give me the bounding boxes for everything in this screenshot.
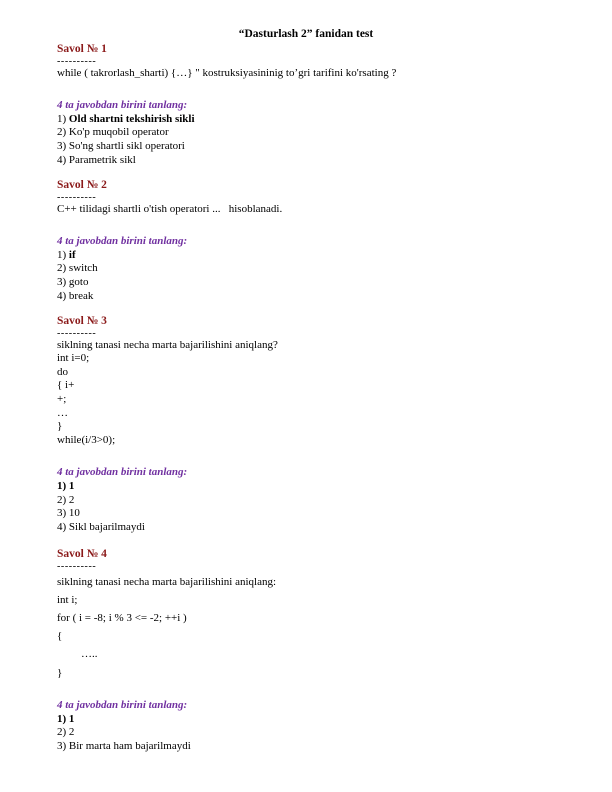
separator: ----------: [57, 55, 97, 67]
option-2[interactable]: 2) Ko'p muqobil operator: [57, 126, 169, 139]
answer-prompt: 4 ta javobdan birini tanlang:: [57, 699, 188, 712]
code-line: for ( i = -8; i % 3 <= -2; ++i ): [57, 612, 187, 625]
option-4[interactable]: 4) break: [57, 289, 94, 302]
question-heading: Savol № 1: [57, 43, 107, 55]
question-text: siklning tanasi necha marta bajarilishini aniqlang?: [57, 338, 278, 351]
code-line: { i+: [57, 379, 75, 392]
option-3[interactable]: 3) Bir marta ham bajarilmaydi: [57, 739, 191, 752]
question-text: siklning tanasi necha marta bajarilishini aniqlang:: [57, 576, 277, 589]
question-text: C++ tilidagi shartli o'tish operatori ... hisoblanadi.: [57, 202, 283, 215]
question-heading: Savol № 4: [57, 548, 107, 560]
question-heading: Savol № 2: [57, 179, 107, 191]
option-1[interactable]: 1) if: [57, 248, 76, 261]
separator: ----------: [57, 560, 97, 572]
question-1: [57, 43, 557, 167]
question-heading: Savol № 3: [57, 315, 107, 327]
answer-prompt: 4 ta javobdan birini tanlang:: [57, 466, 188, 479]
option-3[interactable]: 3) So'ng shartli sikl operatori: [57, 139, 185, 152]
option-1[interactable]: 1) 1: [57, 712, 75, 725]
question-3: [57, 315, 557, 534]
code-line: int i;: [57, 594, 78, 607]
answer-prompt: 4 ta javobdan birini tanlang:: [57, 99, 188, 112]
option-2[interactable]: 2) switch: [57, 262, 98, 275]
question-text: while ( takrorlash_sharti) {…} " kostruksiyasininig to’gri tarifini ko'rsating ?: [57, 66, 397, 79]
question-4: [57, 548, 557, 754]
code-line: {: [57, 630, 63, 643]
code-line: }: [57, 420, 63, 433]
code-line: …: [57, 406, 68, 419]
code-line: do: [57, 365, 68, 378]
option-2[interactable]: 2) 2: [57, 493, 75, 506]
question-2: [57, 179, 557, 303]
option-1[interactable]: 1) 1: [57, 479, 75, 492]
answer-prompt: 4 ta javobdan birini tanlang:: [57, 235, 188, 248]
option-4[interactable]: 4) Parametrik sikl: [57, 153, 136, 166]
code-line: while(i/3>0);: [57, 433, 116, 446]
code-line: +;: [57, 392, 67, 405]
code-line: int i=0;: [57, 352, 90, 365]
option-1[interactable]: 1) Old shartni tekshirish sikli: [57, 112, 195, 125]
separator: ----------: [57, 191, 97, 203]
option-3[interactable]: 3) goto: [57, 275, 89, 288]
option-2[interactable]: 2) 2: [57, 726, 75, 739]
separator: ----------: [57, 327, 97, 339]
code-line: }: [57, 666, 63, 679]
option-4[interactable]: 4) Sikl bajarilmaydi: [57, 520, 145, 533]
option-3[interactable]: 3) 10: [57, 507, 80, 520]
document-title: “Dasturlash 2” fanidan test: [238, 28, 374, 40]
code-line: …..: [81, 648, 98, 661]
